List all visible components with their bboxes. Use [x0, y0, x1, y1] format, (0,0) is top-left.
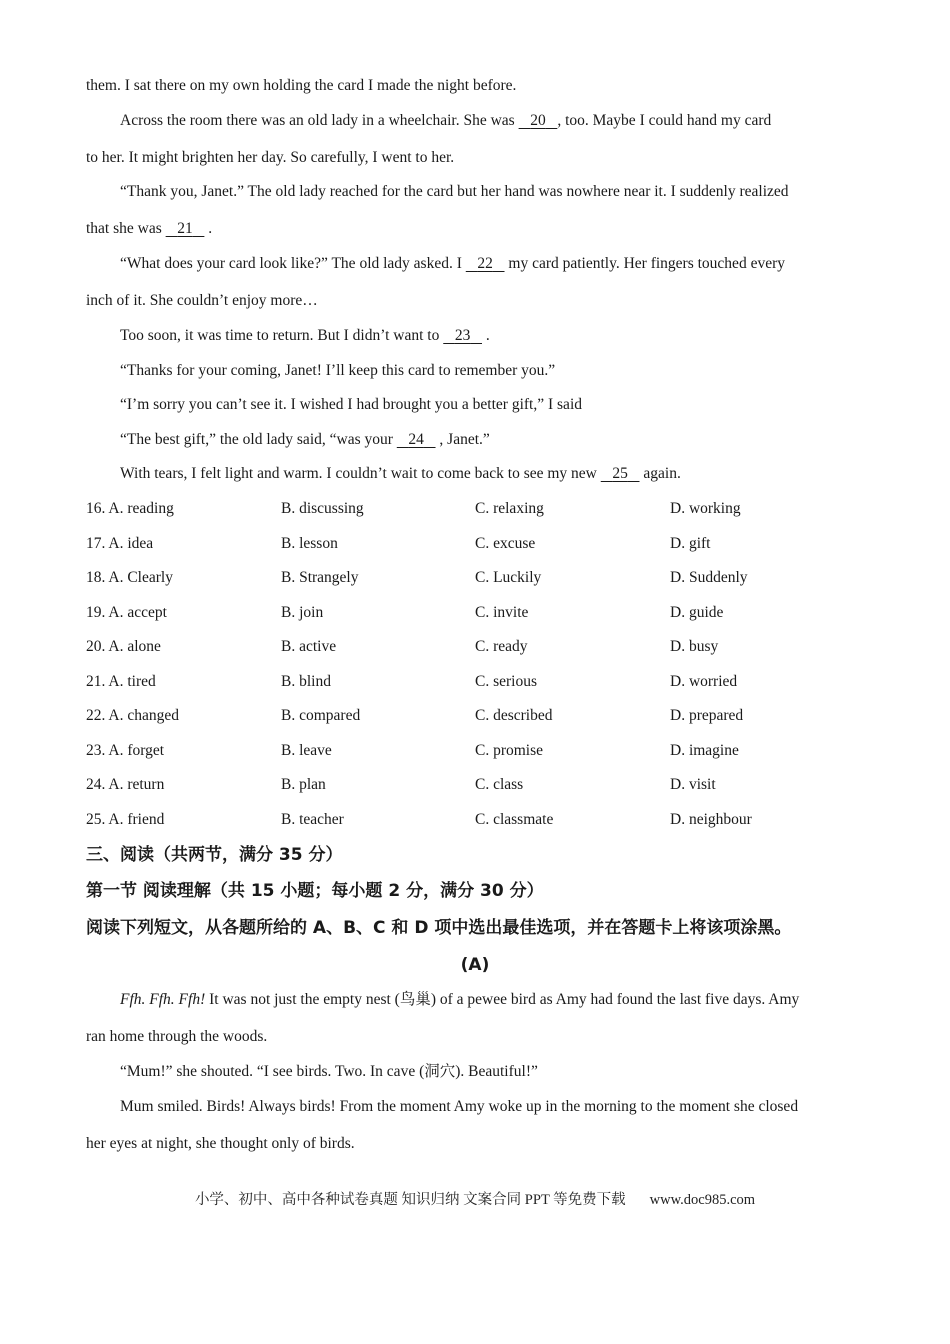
reading-line: Mum smiled. Birds! Always birds! From the moment Amy woke up in the morning to the moment she closed — [120, 1098, 799, 1115]
reading-line: Ffh. Ffh. Ffh! It was not just the empty nest (鸟巢) of a pewee bird as Amy had found the last five days. Amy — [120, 991, 800, 1008]
option-row-22 — [86, 706, 876, 726]
passage-line: “What does your card look like?” The old lady asked. I 22 my card patiently. Her fingers touched every — [120, 255, 785, 272]
blank-25: 25 — [612, 465, 628, 482]
option-d: D. working — [670, 500, 741, 517]
option-a: 22. A. changed — [86, 707, 179, 724]
option-c: C. Luckily — [475, 569, 542, 586]
option-b: B. plan — [281, 776, 326, 793]
option-b: B. leave — [281, 742, 332, 759]
option-c: C. ready — [475, 638, 528, 655]
option-d: D. busy — [670, 638, 719, 655]
option-b: B. blind — [281, 673, 331, 690]
passage-line: that she was 21 . — [86, 220, 213, 237]
option-d: D. visit — [670, 776, 716, 793]
option-b: B. join — [281, 604, 324, 621]
option-b: B. lesson — [281, 535, 338, 552]
passage-line: “I’m sorry you can’t see it. I wished I had brought you a better gift,” I said — [120, 396, 582, 413]
option-d: D. guide — [670, 604, 724, 621]
option-c: C. described — [475, 707, 553, 724]
option-a: 23. A. forget — [86, 742, 165, 759]
option-b: B. compared — [281, 707, 361, 724]
option-c: C. invite — [475, 604, 529, 621]
option-d: D. Suddenly — [670, 569, 748, 586]
option-a: 21. A. tired — [86, 673, 156, 690]
option-row-23 — [86, 741, 876, 761]
option-a: 20. A. alone — [86, 638, 161, 655]
passage-line: “Thanks for your coming, Janet! I’ll keep this card to remember you.” — [120, 362, 556, 379]
section-title: 三、阅读（共两节，满分 35 分） — [86, 845, 343, 865]
option-row-25 — [86, 810, 876, 830]
option-a: 17. A. idea — [86, 535, 154, 552]
option-row-24 — [86, 775, 876, 795]
part-title: 第一节 阅读理解（共 15 小题；每小题 2 分，满分 30 分） — [86, 881, 544, 901]
reading-line: “Mum!” she shouted. “I see birds. Two. In cave (洞穴). Beautiful!” — [120, 1063, 538, 1080]
option-c: C. promise — [475, 742, 544, 759]
option-d: D. neighbour — [670, 811, 752, 828]
page-footer — [0, 1190, 950, 1210]
passage-line: “Thank you, Janet.” The old lady reached for the card but her hand was nowhere near it. I suddenly realized — [120, 183, 789, 200]
option-row-20 — [86, 637, 876, 657]
option-a: 18. A. Clearly — [86, 569, 173, 586]
blank-21: 21 — [177, 220, 193, 237]
option-c: C. relaxing — [475, 500, 544, 517]
blank-22: 22 — [477, 255, 493, 272]
option-b: B. Strangely — [281, 569, 359, 586]
passage-line: Across the room there was an old lady in a wheelchair. She was 20 , too. Maybe I could hand my card — [120, 112, 772, 129]
option-c: C. class — [475, 776, 524, 793]
passage-label: (A) — [460, 955, 490, 975]
option-b: B. teacher — [281, 811, 344, 828]
passage-line: Too soon, it was time to return. But I didn’t want to 23 . — [120, 327, 490, 344]
option-b: B. active — [281, 638, 337, 655]
passage-line: “The best gift,” the old lady said, “was your 24 , Janet.” — [120, 431, 490, 448]
footer-text: 小学、初中、高中各种试卷真题 知识归纳 文案合同 PPT 等免费下载 — [194, 1192, 626, 1208]
blank-20: 20 — [530, 112, 546, 129]
blank-24: 24 — [408, 431, 424, 448]
option-a: 24. A. return — [86, 776, 165, 793]
option-row-18 — [86, 568, 876, 588]
option-row-17 — [86, 534, 876, 554]
option-row-19 — [86, 603, 876, 623]
option-row-16 — [86, 499, 876, 519]
passage-line: inch of it. She couldn’t enjoy more… — [86, 292, 318, 309]
option-d: D. worried — [670, 673, 738, 690]
option-row-21 — [86, 672, 876, 692]
option-c: C. excuse — [475, 535, 536, 552]
option-d: D. gift — [670, 535, 711, 552]
footer-url[interactable]: www.doc985.com — [649, 1192, 756, 1208]
blank-23: 23 — [454, 327, 471, 344]
passage-line: With tears, I felt light and warm. I couldn’t wait to come back to see my new 25 again. — [120, 465, 681, 482]
option-d: D. imagine — [670, 742, 739, 759]
option-a: 25. A. friend — [86, 811, 165, 828]
passage-line: to her. It might brighten her day. So carefully, I went to her. — [86, 149, 455, 166]
option-b: B. discussing — [281, 500, 364, 517]
passage-line: them. I sat there on my own holding the card I made the night before. — [86, 77, 517, 94]
reading-line: her eyes at night, she thought only of birds. — [86, 1135, 355, 1152]
option-d: D. prepared — [670, 707, 744, 724]
instruction: 阅读下列短文，从各题所给的 A、B、C 和 D 项中选出最佳选项，并在答题卡上将该项涂黑。 — [86, 918, 792, 938]
option-a: 16. A. reading — [86, 500, 174, 517]
reading-line: ran home through the woods. — [86, 1028, 268, 1045]
option-c: C. serious — [475, 673, 537, 690]
option-a: 19. A. accept — [86, 604, 167, 621]
option-c: C. classmate — [475, 811, 554, 828]
